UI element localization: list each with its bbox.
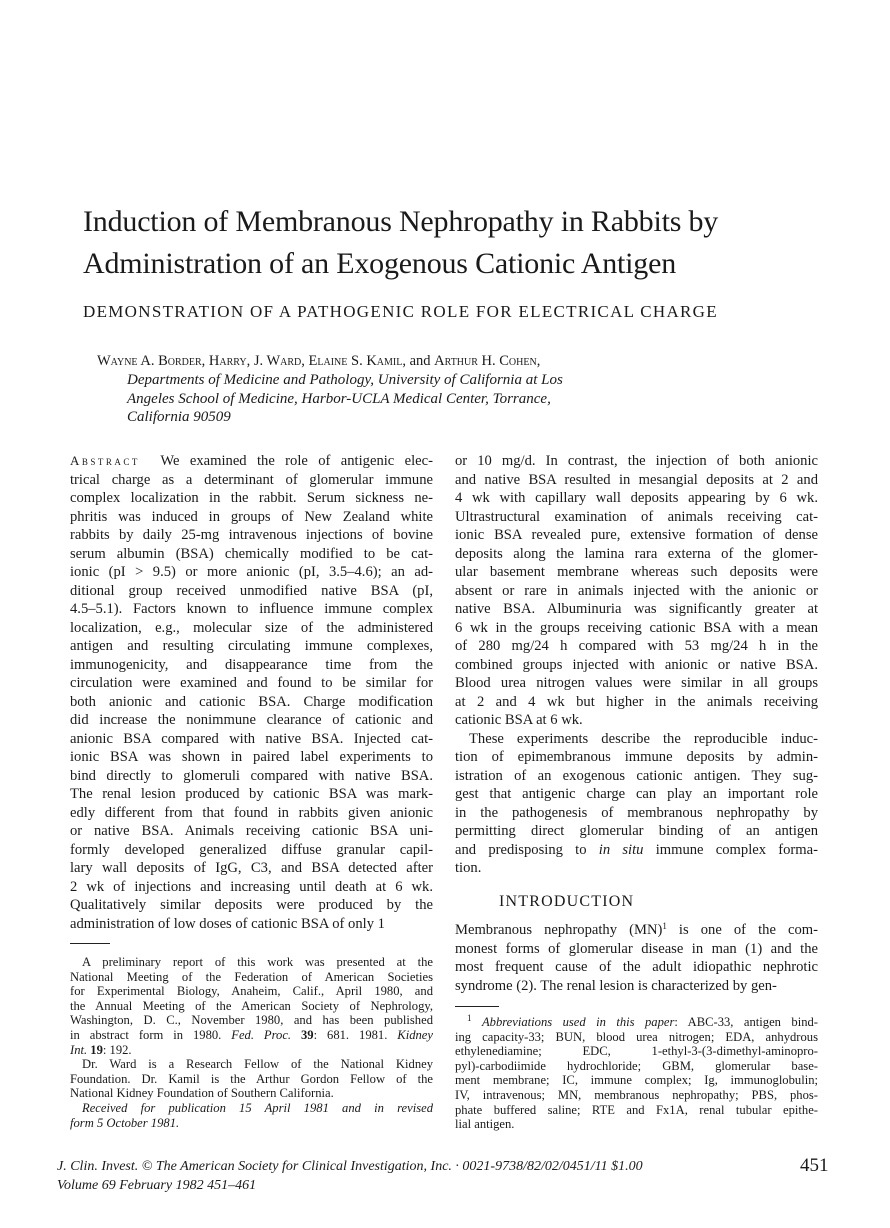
- text-segment: and predisposing to: [455, 841, 599, 858]
- text-line: combined groups injected with anionic or native BSA.: [455, 656, 818, 673]
- text-segment: Abstract: [70, 453, 140, 468]
- text-line: phate buffered saline; RTE and Fx1A, renal tubular epithe-: [455, 1102, 818, 1117]
- text-line: edly different from that found in rabbits given anionic: [70, 804, 433, 821]
- text-segment: Dr. Ward is a Research Fellow of the National Kidney: [82, 1057, 433, 1072]
- text-line: the Annual Meeting of the American Society of Nephrology,: [70, 998, 433, 1013]
- text-line: did increase the nonimmune clearance of cationic and: [70, 712, 433, 728]
- text-line: [70, 1043, 433, 1058]
- text-line: serum albumin (BSA) chemically modified to be cat-: [70, 545, 433, 562]
- text-line: most frequent cause of the adult idiopathic nephrotic: [455, 959, 818, 975]
- text-segment: Membranous nephropathy (MN): [455, 922, 663, 938]
- text-segment: lial antigen.: [455, 1117, 515, 1132]
- footnotes-right: [455, 1015, 818, 1132]
- abstract-column-left: [70, 452, 433, 933]
- footnote-divider: [70, 943, 110, 944]
- footnote-marker: 1: [467, 1013, 472, 1023]
- text-segment: [472, 1015, 482, 1029]
- text-segment: Received for publication 15 April 1981 and in revised: [82, 1100, 433, 1115]
- footnote-marker: 1: [662, 921, 667, 931]
- text-segment: National Kidney Foundation of Southern California.: [70, 1086, 334, 1101]
- text-line: anionic BSA compared with native BSA. Injected cat-: [70, 730, 433, 747]
- text-segment: We examined the role of antigenic elec-: [139, 453, 433, 469]
- text-segment: : 681. 1981.: [313, 1027, 398, 1042]
- text-line: of 280 mg/24 h compared with 53 mg/24 h in the: [455, 638, 818, 654]
- text-segment: Kidney: [397, 1027, 433, 1042]
- text-line: antigen and resulting circulating immune complexes,: [70, 638, 433, 654]
- text-line: phritis was induced in groups of New Zealand white: [70, 508, 433, 525]
- text-segment: 19: [87, 1042, 103, 1057]
- text-segment: : 192.: [102, 1042, 132, 1057]
- affiliation-line: California 90509: [127, 409, 231, 425]
- text-line: gest that antigenic charge can play an important role: [455, 786, 818, 802]
- text-line: 6 wk in the groups receiving cationic BSA with a mean: [455, 619, 818, 636]
- abstract-column-right: [455, 452, 818, 878]
- text-segment: in abstract form in 1980.: [70, 1027, 232, 1042]
- text-line: [455, 859, 818, 878]
- text-line: administration of low doses of cationic BSA of only 1: [70, 915, 385, 932]
- author-names-last: Arthur H. Cohen,: [434, 353, 541, 369]
- text-line: [455, 1015, 818, 1030]
- text-line: Ultrastructural examination of animals receiving cat-: [455, 508, 818, 525]
- text-segment: Fed. Proc.: [231, 1027, 292, 1042]
- text-line: IV, intravenous; MN, membranous nephropathy; PBS, phos-: [455, 1087, 818, 1102]
- footnotes-left: [70, 955, 433, 1130]
- text-line: trical charge as a determinant of glomerular immune: [70, 471, 433, 488]
- page-number: 451: [800, 1155, 829, 1176]
- text-line: [455, 921, 818, 940]
- title-line-1: Induction of Membranous Nephropathy in Rabbits by: [83, 205, 719, 238]
- text-segment: These experiments describe the reproducible induc-: [469, 730, 818, 747]
- text-line: syndrome (2). The renal lesion is characterized by gen-: [455, 977, 777, 994]
- introduction-text: [455, 921, 818, 995]
- text-line: [455, 730, 818, 749]
- text-line: [455, 841, 818, 860]
- text-line: The renal lesion produced by cationic BSA was mark-: [70, 786, 433, 802]
- text-line: native BSA. Albuminuria was significantly greater at: [455, 601, 818, 617]
- text-line: [455, 711, 818, 730]
- text-line: [70, 1086, 433, 1101]
- text-line: [455, 1117, 818, 1132]
- author-conjunction: and: [405, 353, 435, 369]
- text-line: [70, 452, 433, 471]
- text-line: or 10 mg/d. In contrast, the injection of both anionic: [455, 453, 818, 469]
- text-line: rabbits by daily 25-mg intravenous injections of bovine: [70, 527, 433, 543]
- text-line: Washington, D. C., November 1980, and has been published: [70, 1013, 433, 1028]
- text-line: monest forms of glomerular disease in man (1) and the: [455, 940, 818, 957]
- text-segment: in situ: [598, 841, 644, 858]
- text-line: ditional group received unmodified native BSA (pI,: [70, 582, 433, 599]
- text-line: formly developed generalized diffuse granular capil-: [70, 841, 433, 858]
- text-line: ionic BSA revealed pure, extensive formation of dense: [455, 527, 818, 543]
- author-list: [97, 353, 540, 370]
- text-line: and native BSA resulted in mesangial deposits at 2 and: [455, 471, 818, 488]
- text-segment: Int.: [70, 1042, 88, 1057]
- text-segment: : ABC-33, antigen bind-: [674, 1015, 818, 1029]
- text-line: complex localization in the rabbit. Serum sickness ne-: [70, 490, 433, 506]
- text-line: pyl)-carbodiimide hydrochloride; GBM, glomerular base-: [455, 1058, 818, 1073]
- text-segment: 39: [291, 1027, 314, 1042]
- text-line: [70, 1057, 433, 1072]
- text-line: tion of epimembranous immune deposits by admin-: [455, 749, 818, 765]
- text-line: permitting direct glomerular binding of an antigen: [455, 823, 818, 839]
- affiliation-line: Departments of Medicine and Pathology, University of California at Los: [127, 372, 563, 388]
- text-line: ment membrane; IC, immune complex; Ig, immunoglobulin;: [455, 1073, 818, 1088]
- text-line: at 2 and 4 wk but higher in the animals receiving: [455, 693, 818, 710]
- text-segment: A preliminary report of this work was presented at the: [82, 955, 433, 969]
- section-heading-introduction: INTRODUCTION: [499, 893, 635, 910]
- text-line: ular basement membrane whereas such deposits were: [455, 564, 818, 580]
- text-line: [70, 955, 433, 970]
- text-line: absent or rare in animals injected with the anionic or: [455, 582, 818, 599]
- text-segment: is one of the com-: [666, 922, 818, 938]
- author-names: Wayne A. Border, Harry, J. Ward, Elaine S. Kamil,: [97, 353, 406, 369]
- text-line: 4 wk with capillary wall deposits appearing by 6 wk.: [455, 490, 818, 506]
- text-line: bind directly to glomeruli compared with native BSA.: [70, 767, 433, 784]
- text-line: istration of an exogenous cationic antigen. They sug-: [455, 767, 818, 784]
- text-line: 4.5–5.1). Factors known to influence immune complex: [70, 601, 433, 617]
- text-line: [70, 1101, 433, 1116]
- title-line-2: Administration of an Exogenous Cationic Antigen: [83, 247, 677, 280]
- text-line: circulation were examined and found to be similar for: [70, 675, 433, 691]
- text-line: Qualitatively similar deposits were produced by the: [70, 897, 433, 913]
- volume-info: Volume 69 February 1982 451–461: [57, 1178, 257, 1193]
- affiliation-line: Angeles School of Medicine, Harbor-UCLA Medical Center, Torrance,: [127, 390, 551, 407]
- text-line: both anionic and cationic BSA. Charge modification: [70, 693, 433, 710]
- text-segment: immune complex forma-: [643, 841, 818, 858]
- journal-citation: J. Clin. Invest. © The American Society for Clinical Investigation, Inc. · 0021-9738/82/02/0451/11 $1.00: [57, 1159, 643, 1174]
- text-line: Blood urea nitrogen values were similar in all groups: [455, 675, 818, 691]
- text-line: localization, e.g., molecular size of the administered: [70, 619, 433, 636]
- text-line: immunogenicity, and disappearance time from the: [70, 656, 433, 673]
- footnote-divider: [455, 1006, 499, 1007]
- text-line: in the pathogenesis of membranous nephropathy by: [455, 804, 818, 821]
- text-segment: Abbreviations used in this paper: [481, 1015, 675, 1029]
- text-segment: cationic BSA at 6 wk.: [455, 712, 583, 728]
- text-line: or native BSA. Animals receiving cationic BSA uni-: [70, 823, 433, 839]
- text-segment: form 5 October 1981.: [70, 1115, 180, 1130]
- text-segment: tion.: [455, 860, 482, 876]
- text-line: ing capacity-33; BUN, blood urea nitrogen; EDA, anhydrous: [455, 1029, 818, 1044]
- text-line: National Meeting of the Federation of American Societies: [70, 969, 433, 984]
- text-line: [70, 1028, 433, 1043]
- text-line: 2 wk of injections and increasing until death at 6 wk.: [70, 878, 433, 895]
- text-line: ethylenediamine; EDC, 1-ethyl-3-(3-dimethyl-aminopro-: [455, 1044, 818, 1059]
- text-line: ionic BSA was shown in paired label experiments to: [70, 749, 433, 765]
- text-line: ionic (pI > 9.5) or more anionic (pI, 3.5–4.6); an ad-: [70, 564, 433, 580]
- text-line: Foundation. Dr. Kamil is the Arthur Gordon Fellow of the: [70, 1071, 433, 1086]
- text-line: [70, 1116, 433, 1131]
- subtitle: DEMONSTRATION OF A PATHOGENIC ROLE FOR ELECTRICAL CHARGE: [83, 302, 718, 321]
- text-line: deposits along the lamina rara externa of the glomer-: [455, 545, 818, 562]
- text-line: lary wall deposits of IgG, C3, and BSA detected after: [70, 860, 433, 876]
- text-line: for Experimental Biology, Anaheim, Calif., April 1980, and: [70, 984, 433, 999]
